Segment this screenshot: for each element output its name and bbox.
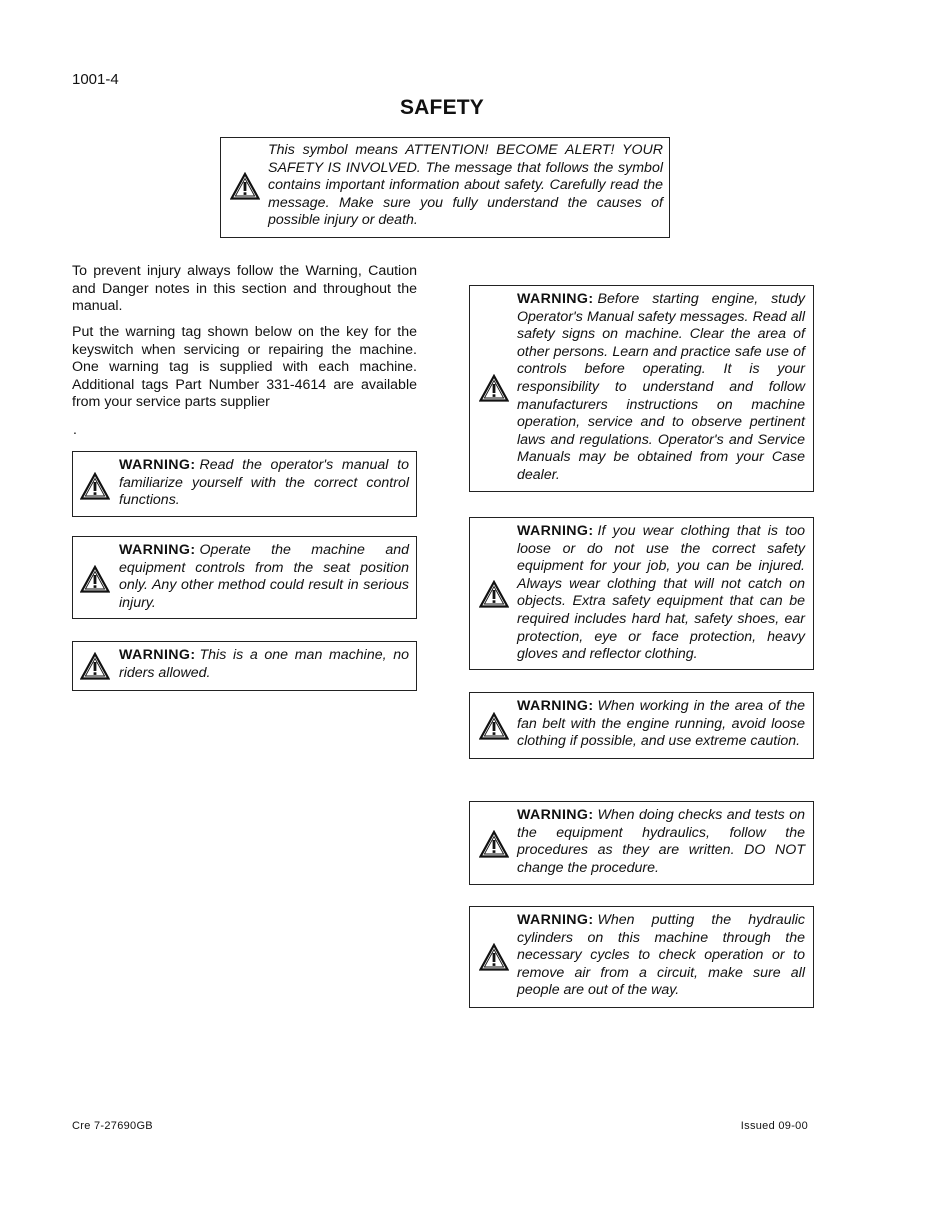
warning-triangle-icon [80,565,110,593]
warning-box-hydraulic-cylinders [469,906,814,1008]
warning-text: WARNING: When working in the area of the fan belt with the engine running, avoid loose clothing if possible, and use extreme caution. [517,698,805,750]
warning-label: WARNING: [517,523,594,539]
footer-issue-date: Issued 09-00 [740,1120,808,1132]
keyswitch-tag-paragraph: Put the warning tag shown below on the key for the keyswitch when servicing or repairing the machine. One warning tag is supplied with each machine. Additional tags Part Number 331-4614 are available from your service parts supplier [72,324,417,411]
warning-text: WARNING: When doing checks and tests on the equipment hydraulics, follow the procedures as they are written. DO NOT change the procedure. [517,807,805,876]
warning-triangle-icon [479,830,509,858]
page-number: 1001-4 [72,71,119,88]
warning-text: WARNING: Read the operator's manual to familiarize yourself with the correct control functions. [119,457,409,509]
warning-label: WARNING: [517,807,594,823]
warning-label: WARNING: [517,698,594,714]
warning-box-seat-position [72,536,417,619]
warning-box-clothing [469,517,814,670]
warning-triangle-icon [479,712,509,740]
page-title: SAFETY [399,96,485,119]
warning-label: WARNING: [517,291,594,307]
footer-document-number: Cre 7-27690GB [72,1120,153,1132]
warning-text: WARNING: If you wear clothing that is too loose or do not use the correct safety equipment for your job, you can be injured. Always wear clothing that will not catch on objects. Extra safety equipment that can be required includes hard hat, safety shoes, ear protection, eye or face protection, heavy gloves and reflector clothing. [517,523,805,663]
warning-triangle-icon [479,580,509,608]
attention-box [220,137,670,238]
warning-label: WARNING: [119,457,196,473]
warning-triangle-icon [479,374,509,402]
intro-paragraph: To prevent injury always follow the Warning, Caution and Danger notes in this section and throughout the manual. [72,263,417,315]
warning-box-before-starting [469,285,814,492]
warning-box-manual [72,451,417,517]
warning-triangle-icon [230,172,260,200]
warning-box-fan-belt [469,692,814,759]
warning-text: WARNING: Before starting engine, study Operator's Manual safety messages. Read all safety signs on machine. Clear the area of other persons. Learn and practice safe use of controls before operating. It is your responsibility to understand and follow manufacturers instructions on machine operation, service and to observe pertinent laws and regulations. Operator's and Service Manuals may be obtained from your Case dealer. [517,291,805,483]
attention-text: This symbol means ATTENTION! BECOME ALERT! YOUR SAFETY IS INVOLVED. The message that follows the symbol contains important information about safety. Carefully read the message. Make sure you fully understand the causes of possible injury or death. [268,142,663,229]
warning-triangle-icon [80,472,110,500]
warning-triangle-icon [80,652,110,680]
warning-text: WARNING: Operate the machine and equipment controls from the seat position only. Any other method could result in serious injury. [119,542,409,611]
stray-mark: . [73,421,77,437]
warning-box-no-riders [72,641,417,691]
warning-label: WARNING: [517,912,594,928]
warning-triangle-icon [479,943,509,971]
warning-label: WARNING: [119,542,196,558]
warning-box-hydraulics-checks [469,801,814,885]
warning-label: WARNING: [119,647,196,663]
warning-text: WARNING: When putting the hydraulic cylinders on this machine through the necessary cycles to check operation or to remove air from a circuit, make sure all people are out of the way. [517,912,805,999]
warning-text: WARNING: This is a one man machine, no riders allowed. [119,647,409,681]
